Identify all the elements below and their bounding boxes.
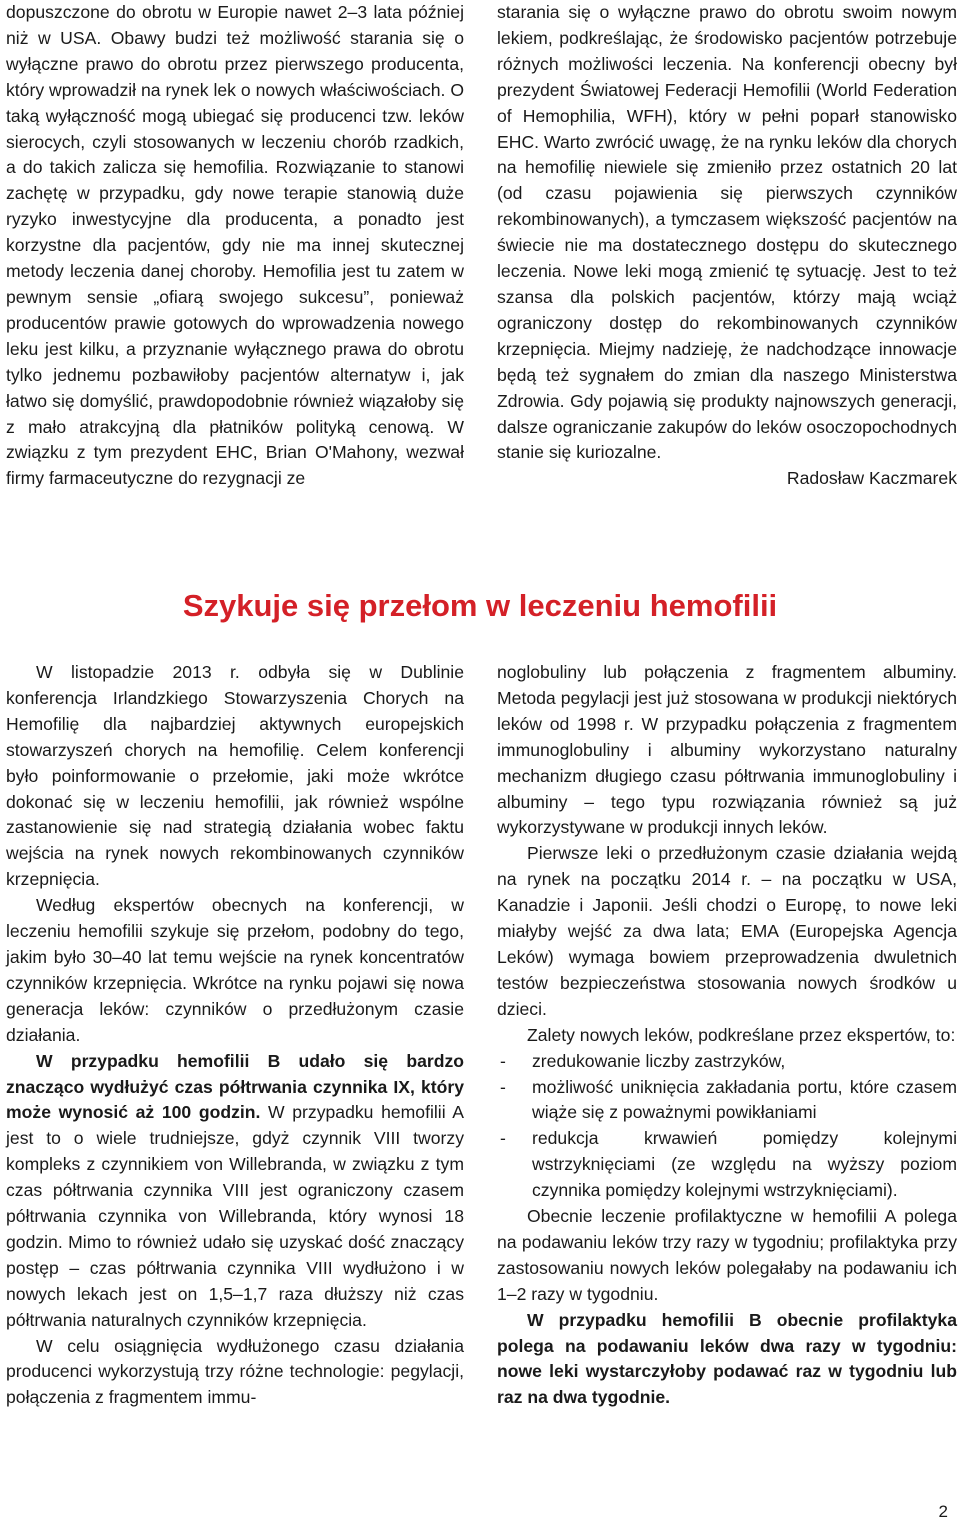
bullet-dash: - <box>500 1050 506 1071</box>
list-item-text: zredukowanie liczby zastrzyków, <box>532 1050 786 1071</box>
paragraph: noglobuliny lub połączenia z fragmentem albuminy. Metoda pegylacji jest już stosowana w produkcji niektórych leków od 1998 r. W przypadku połączenia z fragmentem immunoglobuliny i albuminy wykorzystano naturalny mechanizm długiego czasu półtrwania immunoglobuliny i albuminy – tego typu rozwiązania również są już wykorzystywane w produkcji innych leków. <box>497 662 957 838</box>
paragraph-text: W przypadku hemofilii A jest to o wiele trudniejsze, gdyż czynnik VIII tworzy kompleks z czynnikiem von Willebranda, w związku z tym czas półtrwania czynnika VIII jest ograniczony czasem półtrwania czynnika von Willebranda, który wynosi 18 godzin. Mimo to również udało się uzyskać dość znaczący postęp – czas półtrwania czynnika VIII wydłużono i w nowych lekach jest on 1,5–1,7 raza dłuższy niż czas półtrwania naturalnych czynników krzepnięcia. <box>6 1102 464 1330</box>
paragraph: Obecnie leczenie profilaktyczne w hemofilii A polega na podawaniu leków trzy razy w tygodniu; profilaktyka przy zastosowaniu nowych leków polegałaby na podawaniu ich 1–2 razy w tygodniu. <box>497 1206 957 1304</box>
bullet-dash: - <box>500 1076 506 1097</box>
paragraph: dopuszczone do obrotu w Europie nawet 2–3 lata później niż w USA. Obawy budzi też możliwość starania się o wyłączne prawo do obrotu przez pierwszego producenta, który wprowadził na rynek lek o nowych właściwościach. O taką wyłączność mogą ubiegać się producenci tzw. leków sierocych, czyli stosowanych w leczeniu chorób rzadkich, a do takich zalicza się hemofilia. Rozwiązanie to stanowi zachętę w przypadku, gdy nowe terapie stanowią duże ryzyko inwestycyjne dla producenta, a ponadto jest korzystne dla pacjentów, gdy nie ma innej skutecznej metody leczenia danej choroby. Hemofilia jest tu zatem w pewnym sensie „ofiarą swojego sukcesu”, ponieważ producentów prawie gotowych do wprowadzenia nowego leku jest kilku, a przyznanie wyłącznego prawa do obrotu tylko jednemu pozbawiłoby pacjentów alternatyw i, jak łatwo się domyślić, prawdopodobnie również wiązałoby się z mało atrakcyjną dla płatników polityką cenową. W związku z tym prezydent EHC, Brian O'Mahony, wezwał firmy farmaceutyczne do rezygnacji ze <box>6 2 464 489</box>
article-headline: Szykuje się przełom w leczeniu hemofilii <box>182 588 778 623</box>
paragraph <box>6 1049 464 1334</box>
paragraph: Pierwsze leki o przedłużonym czasie działania wejdą na rynek na początku 2014 r. – na początku w USA, Kanadzie i Japonii. Jeśli chodzi o Europę, to nowe leki miałyby wejść za dwa lata; EMA (Europejska Agencja Leków) wymaga bowiem przeprowadzenia dwuletnich testów bezpieczeństwa stosowania nowych środków u dzieci. <box>497 843 957 1019</box>
list-item-text: możliwość uniknięcia zakładania portu, które czasem wiąże się z poważnymi powikłaniami <box>532 1076 957 1123</box>
paragraph-bold: W przypadku hemofilii B obecnie profilaktyka polega na podawaniu leków dwa razy w tygodniu: nowe leki wystarczyłoby podawać raz w tygodniu lub raz na dwa tygodnie. <box>497 1309 957 1408</box>
list-item <box>497 1126 957 1204</box>
paragraph: W celu osiągnięcia wydłużonego czasu działania producenci wykorzystują trzy różne technologie: pegylacji, połączenia z fragmentem immu- <box>6 1335 464 1408</box>
bold-text: W przypadku hemofilii B udało się bardzo znacząco wydłużyć czas półtrwania czynnika IX, który może wynosić aż 100 godzin. <box>6 1050 464 1123</box>
paragraph: Zalety nowych leków, podkreślane przez ekspertów, to: <box>527 1024 956 1045</box>
list-item <box>497 1049 957 1075</box>
page-number: 2 <box>938 1502 948 1521</box>
paragraph: Według ekspertów obecnych na konferencji, w leczeniu hemofilii szykuje się przełom, podobny do tego, jakim było 30–40 lat temu wejście na rynek koncentratów czynników krzepnięcia. Wkrótce na rynku pojawi się nowa generacja leków: czynników o przedłużonym czasie działania. <box>6 895 464 1045</box>
article-column-left <box>6 660 464 1411</box>
paragraph: W listopadzie 2013 r. odbyła się w Dublinie konferencja Irlandzkiego Stowarzyszenia Chorych na Hemofilię dla najbardziej aktywnych europejskich stowarzyszeń chorych na hemofilię. Celem konferencji było poinformowanie o przełomie, jaki może wkrótce dokonać się w leczeniu hemofilii, jak również wspólne zastanowienie się nad strategią działania wobec faktu wejścia na rynek nowych rekombinowanych czynników krzepnięcia. <box>6 662 464 890</box>
article-column-right <box>497 660 957 1411</box>
advantages-list <box>497 1049 957 1204</box>
article-continuation-column-left <box>6 0 464 492</box>
article-continuation-column-right <box>497 0 957 492</box>
list-item-text: redukcja krwawień pomiędzy kolejnymi wstrzyknięciami (ze względu na wyższy poziom czynnika pomiędzy kolejnymi wstrzyknięciami). <box>532 1128 957 1201</box>
bullet-dash: - <box>500 1128 506 1149</box>
author-signature: Radosław Kaczmarek <box>786 468 957 489</box>
list-item <box>497 1075 957 1127</box>
paragraph: starania się o wyłączne prawo do obrotu swoim nowym lekiem, podkreślając, że środowisko pacjentów potrzebuje różnych możliwości leczenia. Na konferencji obecny był prezydent Światowej Federacji Hemofilii (World Federation of Hemophilia, WFH), który w pełni poparł stanowisko EHC. Warto zwrócić uwagę, że na rynku leków dla chorych na hemofilię niewiele się zmieniło przez ostatnich 20 lat (od czasu pojawienia się pierwszych czynników rekombinowanych), a tymczasem większość pacjentów na świecie nie ma dostatecznego dostępu do skutecznego leczenia. Nowe leki mogą zmienić tę sytuację. Jest to też szansa dla polskich pacjentów, którzy mają wciąż ograniczony dostęp do rekombinowanych czynników krzepnięcia. Miejmy nadzieję, że nadchodzące innowacje będą też sygnałem do zmian dla naszego Ministerstwa Zdrowia. Gdy pojawią się produkty najnowszych generacji, dalsze ograniczanie zakupów do leków osoczopochodnych stanie się kuriozalne. <box>497 2 957 463</box>
